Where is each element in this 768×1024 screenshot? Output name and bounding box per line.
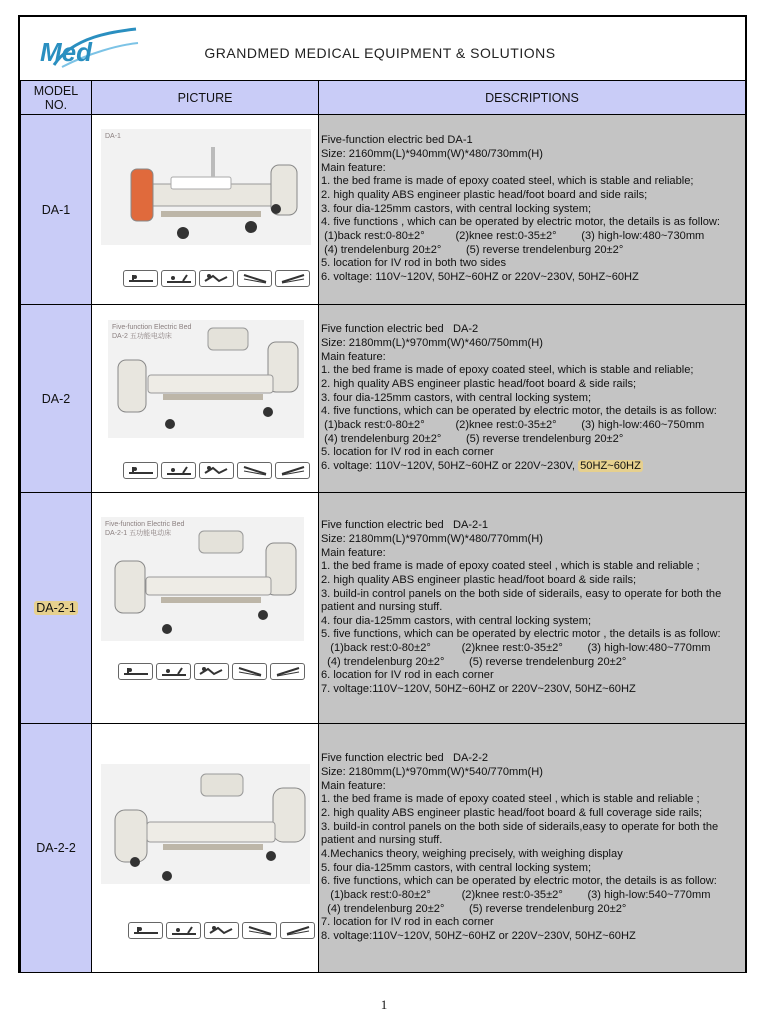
- product-table: [20, 80, 746, 973]
- description-line: 1. the bed frame is made of epoxy coated steel, which is stable and reliable;: [321, 364, 694, 377]
- description-line: 1. the bed frame is made of epoxy coated steel , which is stable and reliable ;: [321, 793, 700, 806]
- description-line: Five function electric bed DA-2: [321, 323, 479, 336]
- description-line: 4.Mechanics theory, weighing precisely, with weighing display: [321, 848, 623, 860]
- description-line: 4. five functions, which can be operated by electric motor, the details is as follow:: [321, 405, 717, 418]
- header-picture: PICTURE: [92, 81, 319, 115]
- product-sheet: [18, 15, 747, 973]
- description-line: 6. voltage: 110V~120V, 50HZ~60HZ or 220V~230V, 50HZ~60HZ: [321, 270, 639, 283]
- model-cell: [21, 305, 92, 493]
- description-line: 1. the bed frame is made of epoxy coated steel , which is stable and reliable ;: [321, 560, 700, 573]
- model-no: DA-2-1: [36, 601, 76, 615]
- description-line: Main feature:: [321, 779, 386, 792]
- description-line: 7. location for IV rod in each corner: [321, 916, 494, 929]
- description-line: Main feature:: [321, 350, 386, 363]
- description-line: 2. high quality ABS engineer plastic head/foot board & side rails;: [321, 573, 637, 586]
- backrest-icon: [123, 462, 158, 479]
- trendelenburg-icon: [232, 663, 267, 680]
- highlighted-text: 50HZ~60HZ: [580, 459, 641, 472]
- picture-cell: [92, 115, 319, 305]
- description-lines: [321, 323, 743, 473]
- kneerest-icon: [166, 922, 201, 939]
- photo-caption: Five-function Electric Bed DA-2 五功能电动床: [112, 324, 192, 340]
- page-header: [20, 17, 745, 81]
- description-line: (1)back rest:0-80±2° (2)knee rest:0-35±2° (3) high-low:480~730mm: [321, 229, 705, 242]
- description-line: Size: 2180mm(L)*970mm(W)*480/770mm(H): [321, 532, 543, 545]
- description-line: 5. location for IV rod in each corner: [321, 446, 494, 459]
- model-cell: [21, 724, 92, 973]
- picture-cell: [92, 724, 319, 973]
- description-cell: [319, 724, 746, 973]
- description-line: 6. five functions, which can be operated by electric motor, the details is as follow:: [321, 875, 717, 888]
- bed-illustration: [101, 764, 310, 884]
- description-line: 3. build-in control panels on the both side of siderails, easy to operate for both the: [321, 587, 722, 600]
- logo-text: Med: [40, 37, 92, 67]
- description-cell: [319, 493, 746, 724]
- function-icons: [128, 922, 315, 939]
- description-line: 2. high quality ABS engineer plastic head/foot board & full coverage side rails;: [321, 807, 703, 820]
- combined-icon: [194, 663, 229, 680]
- picture-cell: [92, 493, 319, 724]
- company-logo: [34, 23, 144, 75]
- description-line: (4) trendelenburg 20±2° (5) reverse trendelenburg 20±2°: [321, 243, 624, 256]
- backrest-icon: [123, 270, 158, 287]
- description-line: (1)back rest:0-80±2° (2)knee rest:0-35±2° (3) high-low:480~770mm: [321, 642, 711, 655]
- description-line: 2. high quality ABS engineer plastic head/foot board and side rails;: [321, 189, 648, 202]
- model-cell: [21, 493, 92, 724]
- table-row: [21, 305, 746, 493]
- trendelenburg-icon: [237, 462, 272, 479]
- description-line: Five function electric bed DA-2-2: [321, 752, 489, 765]
- function-icons: [123, 270, 310, 287]
- description-line: (4) trendelenburg 20±2° (5) reverse trendelenburg 20±2°: [321, 655, 627, 668]
- model-no: DA-2-2: [36, 841, 76, 855]
- description-line: 5. location for IV rod in both two sides: [321, 257, 506, 270]
- table-row: [21, 115, 746, 305]
- function-icons: [118, 663, 305, 680]
- reverse-trendelenburg-icon: [270, 663, 305, 680]
- description-line: (1)back rest:0-80±2° (2)knee rest:0-35±2° (3) high-low:460~750mm: [321, 418, 705, 431]
- description-line: Size: 2160mm(L)*940mm(W)*480/730mm(H): [321, 148, 543, 161]
- description-line: 2. high quality ABS engineer plastic head/foot board & side rails;: [321, 378, 637, 391]
- bed-illustration: [101, 129, 311, 245]
- function-icons: [123, 462, 310, 479]
- table-header-row: [21, 81, 746, 115]
- bed-photo: [101, 517, 304, 641]
- backrest-icon: [118, 663, 153, 680]
- description-line: Main feature:: [321, 546, 386, 559]
- photo-caption: DA-1: [105, 133, 121, 140]
- picture-cell: [92, 305, 319, 493]
- header-model: MODEL NO.: [21, 81, 92, 115]
- model-no: DA-2: [41, 391, 71, 406]
- description-line: 7. voltage:110V~120V, 50HZ~60HZ or 220V~230V, 50HZ~60HZ: [321, 683, 636, 696]
- description-line: 5. four dia-125mm castors, with central locking system;: [321, 861, 592, 874]
- description-line: 6. voltage: 110V~120V, 50HZ~60HZ or 220V~230V, 50HZ~60HZ: [321, 459, 641, 472]
- model-cell: [21, 115, 92, 305]
- kneerest-icon: [161, 462, 196, 479]
- description-line: patient and nursing stuff.: [321, 834, 443, 847]
- description-line: 4. four dia-125mm castors, with central locking system;: [321, 614, 592, 627]
- trendelenburg-icon: [242, 922, 277, 939]
- description-line: (4) trendelenburg 20±2° (5) reverse trendelenburg 20±2°: [321, 902, 627, 915]
- reverse-trendelenburg-icon: [275, 270, 310, 287]
- description-line: (1)back rest:0-80±2° (2)knee rest:0-35±2° (3) high-low:540~770mm: [321, 888, 711, 901]
- bed-photo: [108, 320, 304, 438]
- description-line: Five-function electric bed DA-1: [321, 134, 473, 147]
- bed-photo: [101, 764, 310, 884]
- combined-icon: [199, 462, 234, 479]
- combined-icon: [199, 270, 234, 287]
- table-row: [21, 493, 746, 724]
- description-lines: [321, 134, 743, 284]
- description-line: (4) trendelenburg 20±2° (5) reverse trendelenburg 20±2°: [321, 432, 624, 445]
- reverse-trendelenburg-icon: [275, 462, 310, 479]
- description-line: 5. five functions, which can be operated by electric motor , the details is as follow:: [321, 628, 721, 641]
- model-no: DA-1: [41, 202, 71, 217]
- description-lines: [321, 752, 743, 943]
- reverse-trendelenburg-icon: [280, 922, 315, 939]
- description-line: Size: 2180mm(L)*970mm(W)*460/750mm(H): [321, 337, 543, 350]
- description-lines: [321, 519, 743, 697]
- description-line: 3. four dia-125mm castors, with central locking system;: [321, 202, 592, 215]
- bed-photo: [101, 129, 311, 245]
- description-cell: [319, 115, 746, 305]
- table-row: [21, 724, 746, 973]
- description-line: 6. location for IV rod in each corner: [321, 669, 494, 682]
- page-number: 1: [380, 997, 388, 1012]
- trendelenburg-icon: [237, 270, 272, 287]
- description-line: 8. voltage:110V~120V, 50HZ~60HZ or 220V~230V, 50HZ~60HZ: [321, 929, 636, 942]
- company-name: GRANDMED MEDICAL EQUIPMENT & SOLUTIONS: [204, 45, 556, 61]
- combined-icon: [204, 922, 239, 939]
- description-line: 3. four dia-125mm castors, with central locking system;: [321, 391, 592, 404]
- description-line: 3. build-in control panels on the both side of siderails,easy to operate for both the: [321, 820, 719, 833]
- backrest-icon: [128, 922, 163, 939]
- description-line: Five function electric bed DA-2-1: [321, 519, 489, 532]
- description-line: Main feature:: [321, 161, 386, 174]
- description-line: patient and nursing stuff.: [321, 601, 443, 614]
- kneerest-icon: [161, 270, 196, 287]
- description-line: Size: 2180mm(L)*970mm(W)*540/770mm(H): [321, 766, 543, 779]
- description-cell: [319, 305, 746, 493]
- description-line: 4. five functions , which can be operated by electric motor, the details is as follow:: [321, 216, 720, 229]
- description-line: 1. the bed frame is made of epoxy coated steel, which is stable and reliable;: [321, 175, 694, 188]
- photo-caption: Five-function Electric Bed DA-2-1 五功能电动床: [105, 521, 185, 537]
- kneerest-icon: [156, 663, 191, 680]
- header-descriptions: DESCRIPTIONS: [319, 81, 746, 115]
